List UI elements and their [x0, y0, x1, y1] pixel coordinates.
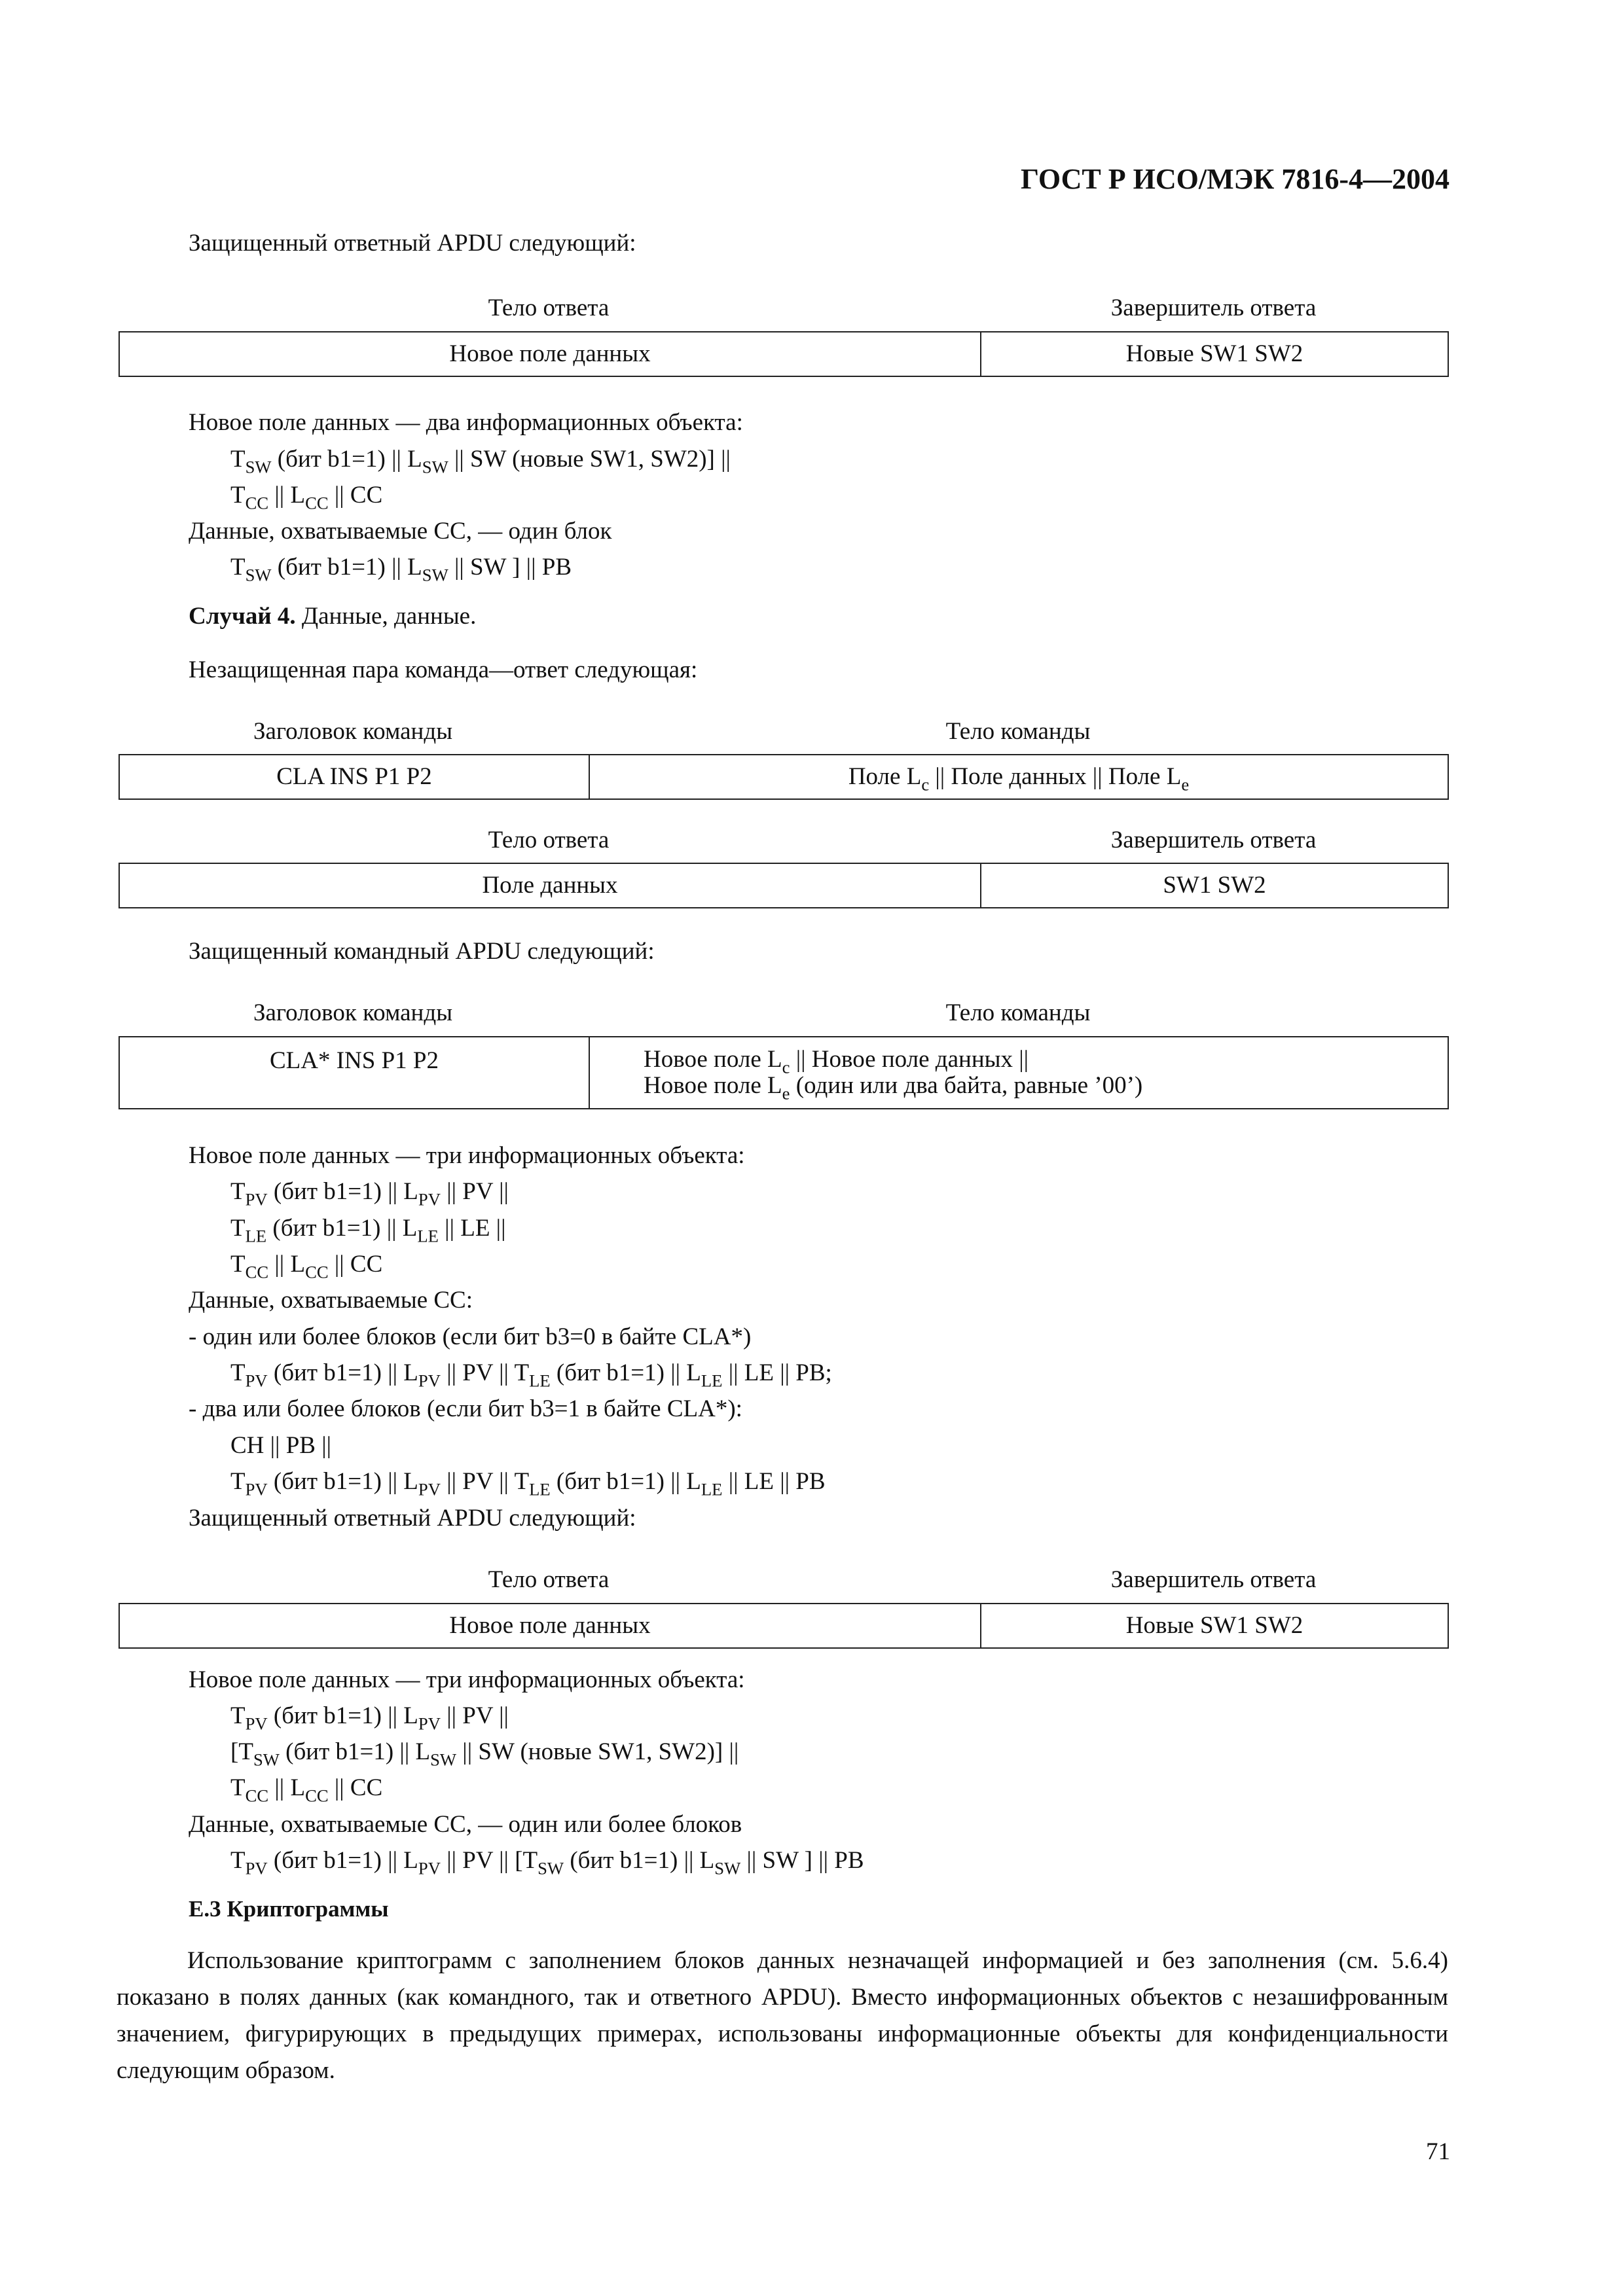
sec2-command-table — [119, 1036, 1449, 1109]
sec1-header-trailer: Завершитель ответа — [1110, 295, 1317, 321]
case4-header-resptrailer: Завершитель ответа — [1110, 827, 1317, 853]
e3-heading: Е.3 Криптограммы — [189, 1896, 389, 1922]
sec1-cell-trailer: Новые SW1 SW2 — [981, 332, 1448, 376]
e3-paragraph: Использование криптограмм с заполнением блоков данных незначащей информацией и без заполнения (см. 5.6.4) показано в полях данных (как командного, так и ответного APDU). Вместо информационных объектов с незашифрованным значением, фигурирующих в предыдущих примерах, использованы информационные объекты для конфиденциальности следующим образом. — [117, 1947, 1448, 2084]
sec2-line-8: - два или более блоков (если бит b3=1 в байте CLA*): — [189, 1395, 742, 1422]
sec1-response-table — [119, 331, 1449, 377]
sec1-line-4: Данные, охватываемые CC, — один блок — [189, 518, 612, 545]
sec3-cell-trailer: Новые SW1 SW2 — [981, 1604, 1448, 1648]
sec2-header-cmd: Заголовок команды — [253, 999, 453, 1026]
sec3-line-5: Данные, охватываемые CC, — один или более блоков — [189, 1811, 742, 1838]
sec3-line-1: Новое поле данных — три информационных объекта: — [189, 1666, 745, 1693]
sec2-line-1: Новое поле данных — три информационных объекта: — [189, 1142, 745, 1169]
sec1-intro: Защищенный ответный APDU следующий: — [189, 230, 636, 257]
sec2-line-3: $T_{LE}$ (бит b1=1) || $L_{LE}$ || LE || — [230, 1215, 506, 1246]
sec1-header-body: Тело ответа — [488, 295, 610, 321]
page-number: 71 — [1426, 2138, 1450, 2165]
sec1-cell-body: Новое поле данных — [119, 332, 981, 376]
case4-intro: Незащищенная пара команда—ответ следующая: — [189, 656, 698, 683]
case4-resp-cell-trailer: SW1 SW2 — [981, 863, 1448, 908]
sec3-line-4: $T_{CC}$ || $L_{CC}$ || CC — [230, 1774, 383, 1806]
sec2-line-6: - один или более блоков (если бит b3=0 в байте CLA*) — [189, 1323, 752, 1350]
sec3-line-3: [$T_{SW}$ (бит b1=1) || $L_{SW}$ || SW (новые SW1, SW2)] || — [230, 1738, 739, 1770]
sec1-line-2: $T_{SW}$ (бит b1=1) || $L_{SW}$ || SW (новые SW1, SW2)] || — [230, 446, 731, 477]
sec1-line-1: Новое поле данных — два информационных объекта: — [189, 409, 743, 436]
sec2-line-7: $T_{PV}$ (бит b1=1) || $L_{PV}$ || PV || $T_{LE}$ (бит b1=1) || $L_{LE}$ || LE || PB; — [230, 1359, 832, 1391]
sec3-cell-body: Новое поле данных — [119, 1604, 981, 1648]
sec3-header-body: Тело ответа — [488, 1566, 610, 1593]
case4-header-cmd: Заголовок команды — [253, 718, 453, 745]
sec3-line-6: $T_{PV}$ (бит b1=1) || $L_{PV}$ || PV || [$T_{SW}$ (бит b1=1) || $L_{SW}$ || SW ] || PB — [230, 1847, 864, 1878]
case4-command-table — [119, 754, 1449, 800]
case4-cell-body: Поле $L_c$ || Поле данных || Поле $L_e$ — [589, 755, 1448, 799]
case4-header-cmdbody: Тело команды — [945, 718, 1091, 745]
sec2-line-5: Данные, охватываемые CC: — [189, 1287, 473, 1314]
case4-response-table — [119, 863, 1449, 908]
sec2-cell-body-line-1: Новое поле $L_c$ || Новое поле данных || — [644, 1046, 1029, 1077]
case4-cell-header: CLA INS P1 P2 — [119, 755, 589, 799]
case4-title: Случай 4. Данные, данные. — [189, 603, 477, 630]
case4-header-respbody: Тело ответа — [488, 827, 610, 853]
sec2-line-11: Защищенный ответный APDU следующий: — [189, 1505, 636, 1532]
sec2-cell-body — [589, 1037, 1448, 1109]
sec2-line-9: CH || PB || — [230, 1432, 332, 1459]
sec2-header-cmdbody: Тело команды — [945, 999, 1091, 1026]
sec1-line-3: $T_{CC}$ || $L_{CC}$ || CC — [230, 482, 383, 513]
sec3-header-trailer: Завершитель ответа — [1110, 1566, 1317, 1593]
sec2-line-10: $T_{PV}$ (бит b1=1) || $L_{PV}$ || PV || $T_{LE}$ (бит b1=1) || $L_{LE}$ || LE || PB — [230, 1468, 826, 1499]
sec2-line-2: $T_{PV}$ (бит b1=1) || $L_{PV}$ || PV || — [230, 1178, 509, 1210]
sec2-cell-header: CLA* INS P1 P2 — [119, 1037, 589, 1109]
sec2-line-4: $T_{CC}$ || $L_{CC}$ || CC — [230, 1251, 383, 1282]
sec1-line-5: $T_{SW}$ (бит b1=1) || $L_{SW}$ || SW ] || PB — [230, 554, 572, 585]
sec3-response-table — [119, 1603, 1449, 1649]
document-header: ГОСТ Р ИСО/МЭК 7816-4—2004 — [1020, 163, 1450, 195]
sec2-intro: Защищенный командный APDU следующий: — [189, 938, 655, 965]
sec2-cell-body-line-2: Новое поле $L_e$ (один или два байта, равные ’00’) — [644, 1072, 1143, 1103]
case4-resp-cell-body: Поле данных — [119, 863, 981, 908]
sec3-line-2: $T_{PV}$ (бит b1=1) || $L_{PV}$ || PV || — [230, 1702, 509, 1734]
